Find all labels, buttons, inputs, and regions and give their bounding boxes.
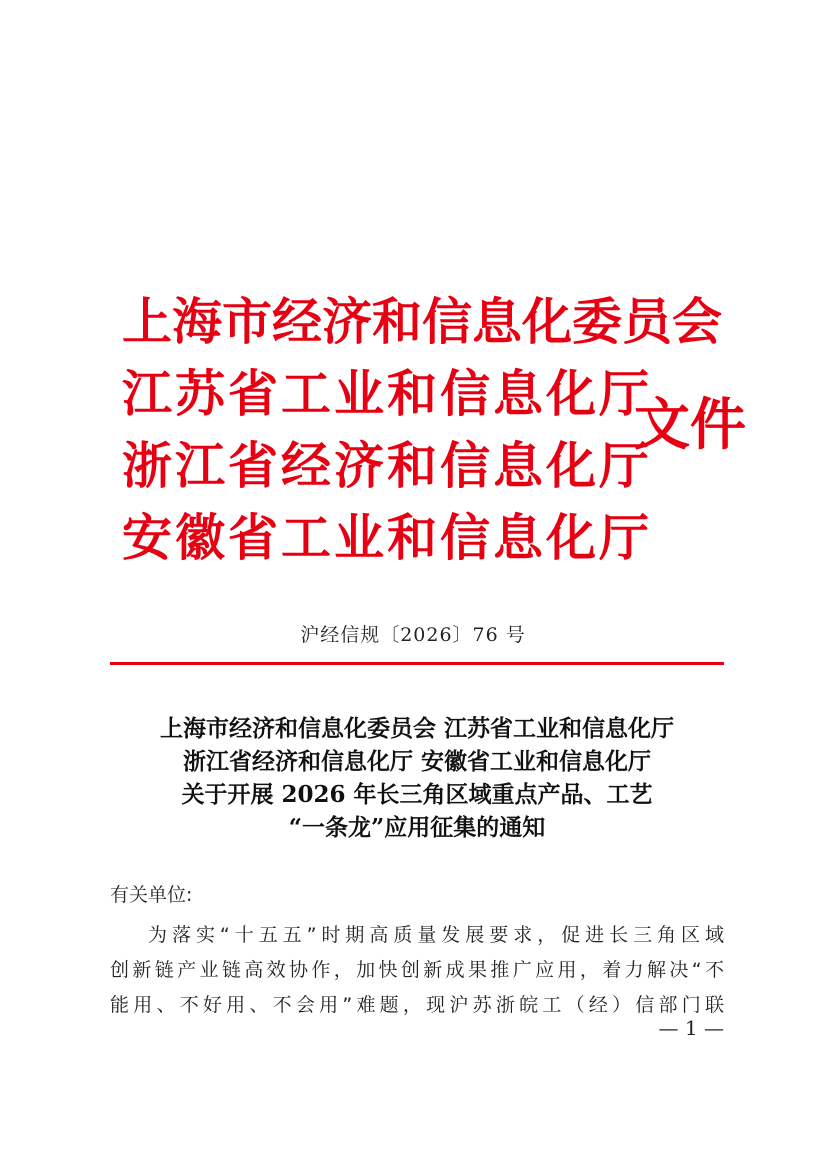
document-number: 沪经信规〔2026〕76 号 bbox=[300, 624, 526, 646]
title-line: 上海市经济和信息化委员会 江苏省工业和信息化厅 bbox=[159, 715, 674, 742]
issuer-name-anhui: 安徽省工业和信息化厅 bbox=[122, 508, 652, 567]
title-line: 浙江省经济和信息化厅 安徽省工业和信息化厅 bbox=[182, 748, 651, 775]
body-paragraph bbox=[110, 918, 724, 1023]
red-divider-line bbox=[110, 662, 724, 665]
body-line: 创新链产业链高效协作，加快创新成果推广应用，着力解决“不 bbox=[110, 959, 724, 981]
body-line: 能用、不好用、不会用”难题，现沪苏浙皖工（经）信部门联 bbox=[110, 994, 724, 1016]
document-type-label: 文件 bbox=[634, 392, 746, 458]
salutation: 有关单位: bbox=[110, 884, 193, 906]
title-line: 关于开展 2026 年长三角区域重点产品、工艺 bbox=[181, 781, 653, 808]
issuer-name-jiangsu: 江苏省工业和信息化厅 bbox=[122, 364, 652, 423]
body-line: 为落实“十五五”时期高质量发展要求，促进长三角区域 bbox=[148, 924, 724, 946]
issuer-name-shanghai: 上海市经济和信息化委员会 bbox=[122, 292, 722, 351]
issuer-name-zhejiang: 浙江省经济和信息化厅 bbox=[122, 436, 652, 495]
title-line: “一条龙”应用征集的通知 bbox=[288, 814, 546, 841]
page-number: — 1 — bbox=[658, 1016, 724, 1040]
document-title bbox=[110, 712, 724, 844]
